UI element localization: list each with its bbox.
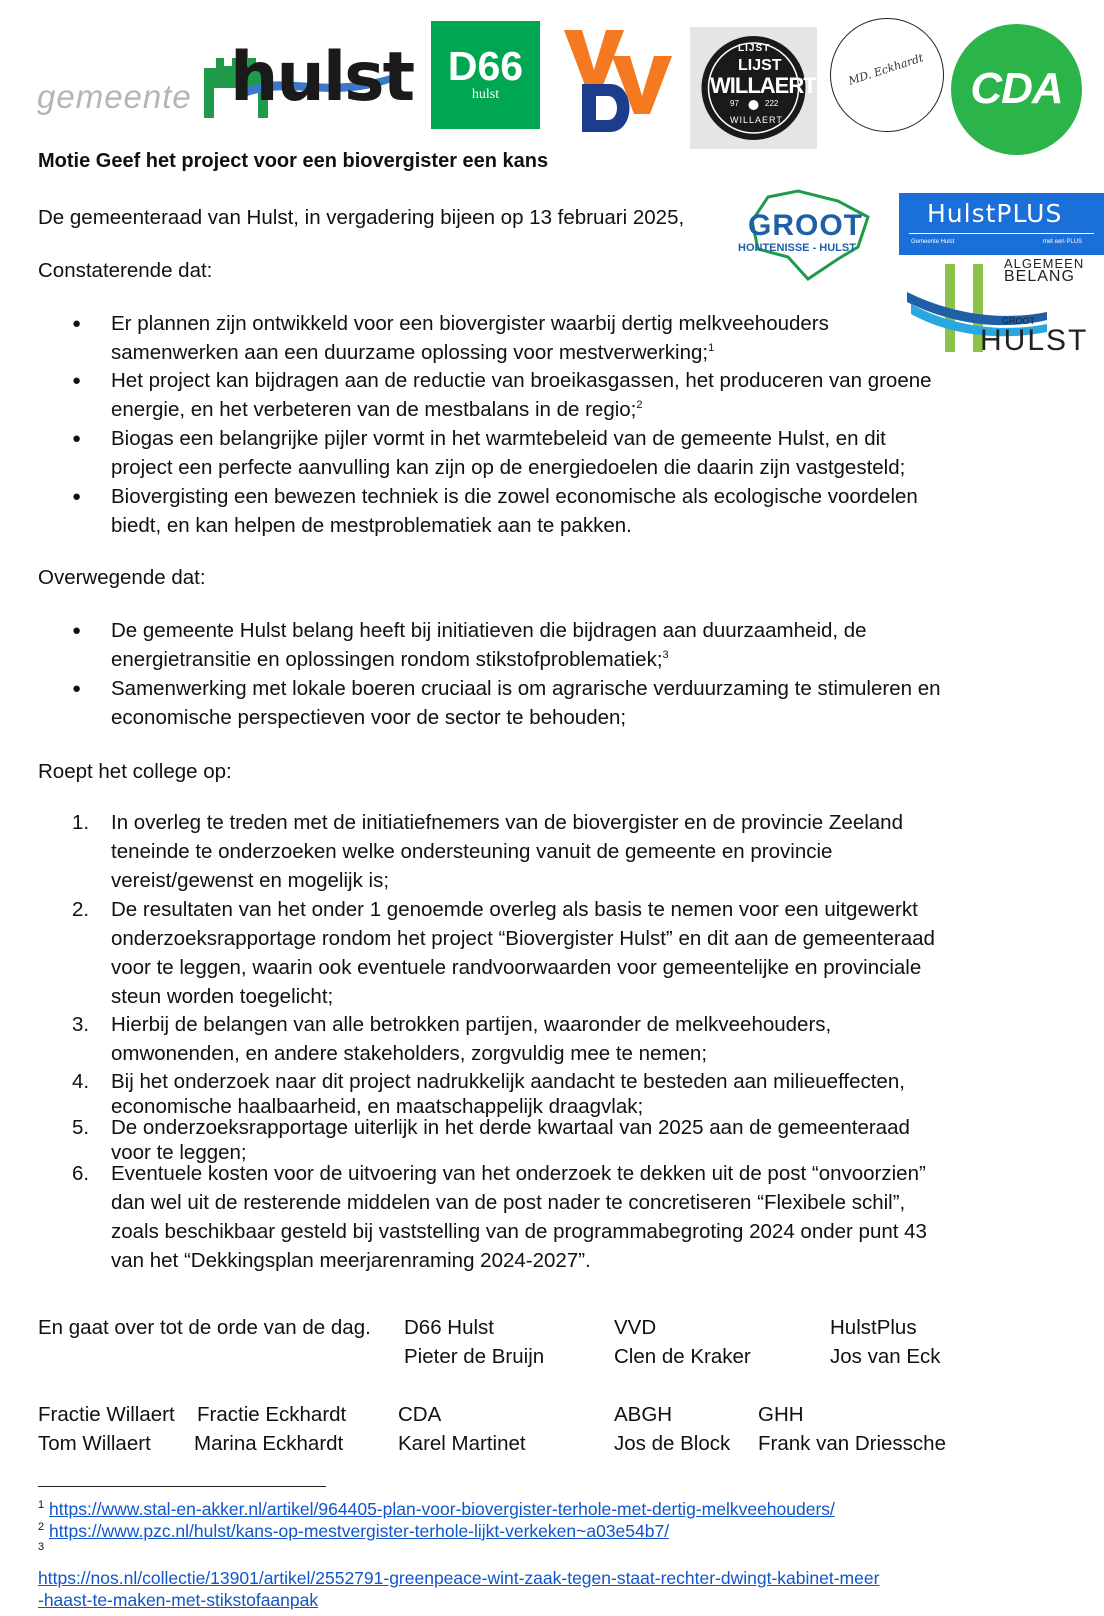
list-item-line: onderzoeksrapportage rondom het project “Biovergister Hulst” en dit aan de gemeenteraad <box>111 927 935 950</box>
footnote-number: 3 <box>38 1541 45 1554</box>
footnote-ref: 1 <box>708 342 715 355</box>
willaert-main-text: WILLAERT <box>710 73 816 98</box>
signatory-name: Marina Eckhardt <box>194 1432 344 1455</box>
eckhardt-signature: MD. Eckhardt <box>846 51 926 88</box>
bullet-icon: ● <box>72 622 82 639</box>
list-item-line: De resultaten van het onder 1 genoemde overleg als basis te nemen voor een uitgewerkt <box>111 898 918 921</box>
list-number: 6. <box>72 1162 90 1185</box>
cda-logo <box>951 24 1082 155</box>
constaterende-heading: Constaterende dat: <box>38 259 213 282</box>
bullet-icon: ● <box>72 430 82 447</box>
list-item-line <box>111 511 632 540</box>
list-item-line-text: economische perspectieven voor de sector te behouden; <box>111 706 627 729</box>
list-item-line: Eventuele kosten voor de uitvoering van het onderzoek te dekken uit de post “onvoorzien” <box>111 1162 926 1185</box>
list-item-line: voor te leggen; <box>111 1141 247 1164</box>
list-item-line <box>111 395 643 424</box>
d66-logo-sub: hulst <box>471 87 500 102</box>
list-item-line: Bij het onderzoek naar dit project nadrukkelijk aandacht te besteden aan milieueffecten, <box>111 1070 905 1093</box>
signatory-party: GHH <box>758 1403 804 1426</box>
footnote-number: 2 <box>38 1521 45 1534</box>
willaert-mid-left: 97 <box>730 99 739 108</box>
signatory-party: VVD <box>614 1316 657 1339</box>
signatory-party: ABGH <box>614 1403 673 1426</box>
signatory-party: Fractie Willaert <box>38 1403 175 1426</box>
list-item-line <box>111 338 714 367</box>
list-number: 4. <box>72 1070 90 1093</box>
overwegende-heading: Overwegende dat: <box>38 566 206 589</box>
list-number: 1. <box>72 811 90 834</box>
willaert-mid-right: 222 <box>765 99 779 108</box>
list-item-line: De gemeente Hulst belang heeft bij initiatieven die bijdragen aan duurzaamheid, de <box>111 619 867 642</box>
list-item-line: De onderzoeksrapportage uiterlijk in het derde kwartaal van 2025 aan de gemeenteraad <box>111 1116 910 1139</box>
footnote-link[interactable]: https://www.pzc.nl/hulst/kans-op-mestvergister-terhole-lijkt-verkeken~a03e54b7/ <box>49 1521 670 1541</box>
footnote-number: 1 <box>38 1499 45 1512</box>
list-item-line <box>111 703 626 732</box>
list-item-line-text: energietransitie en oplossingen rondom stikstofproblematiek; <box>111 648 663 671</box>
footnote-ref: 2 <box>636 399 643 412</box>
d66-logo <box>431 21 540 129</box>
footnote-separator <box>38 1486 326 1487</box>
groot-logo-text: GROOT <box>748 209 863 242</box>
signatory-name: Jos de Block <box>614 1432 731 1455</box>
footnote-link[interactable]: https://nos.nl/collectie/13901/artikel/2552791-greenpeace-wint-zaak-tegen-staat-rechter-dwingt-kabinet-meer <box>38 1568 880 1588</box>
ab-line4: HULST <box>980 324 1089 357</box>
signatory-name: Frank van Driessche <box>758 1432 946 1455</box>
signatory-party: Fractie Eckhardt <box>197 1403 347 1426</box>
willaert-top-text: LIJST <box>738 43 771 54</box>
closing-line: En gaat over tot de orde van de dag. <box>38 1316 371 1339</box>
footnote-link[interactable]: https://www.stal-en-akker.nl/artikel/964405-plan-voor-biovergister-terhole-met-dertig-melkveehouders/ <box>49 1499 835 1519</box>
signatory-name: Pieter de Bruijn <box>404 1345 545 1368</box>
hulstplus-sub-right: met een PLUS <box>1042 239 1082 245</box>
list-item-line: van het “Dekkingsplan meerjarenraming 2024-2027”. <box>111 1249 591 1272</box>
cda-logo-text: CDA <box>970 64 1063 113</box>
list-item-line-text: samenwerken aan een duurzame oplossing voor mestverwerking; <box>111 341 709 364</box>
list-item-line-text: project een perfecte aanvulling kan zijn op de energiedoelen die daarin zijn vastgesteld; <box>111 456 906 479</box>
groot-hontenisse-hulst-logo <box>738 187 898 287</box>
willaert-bottom-text: WILLAERT <box>730 115 783 125</box>
list-item-line <box>111 453 905 482</box>
bullet-icon: ● <box>72 488 82 505</box>
hulstplus-divider <box>909 233 1094 234</box>
list-item-line: zoals beschikbaar gesteld bij vaststelling van de programmabegroting 2024 onder punt 43 <box>111 1220 927 1243</box>
gemeente-logo-text: gemeente <box>37 78 192 115</box>
list-number: 3. <box>72 1013 90 1036</box>
lijst-willaert-logo <box>690 27 817 149</box>
eckhardt-logo <box>830 18 944 132</box>
list-item-line: Hierbij de belangen van alle betrokken partijen, waaronder de melkveehouders, <box>111 1013 832 1036</box>
algemeen-belang-groot-hulst-logo <box>907 256 1089 362</box>
list-item-line: Het project kan bijdragen aan de reductie van broeikasgassen, het produceren van groene <box>111 369 932 392</box>
intro-line: De gemeenteraad van Hulst, in vergadering bijeen op 13 februari 2025, <box>38 206 685 229</box>
list-item-line: Biovergisting een bewezen techniek is die zowel economische als ecologische voordelen <box>111 485 918 508</box>
list-number: 2. <box>72 898 90 921</box>
signatory-name: Tom Willaert <box>38 1432 151 1455</box>
list-item-line-text: biedt, en kan helpen de mestproblematiek aan te pakken. <box>111 514 632 537</box>
hulstplus-sub-left: Gemeente Hulst <box>911 239 955 245</box>
d66-logo-text: D66 <box>447 43 524 89</box>
footnote-ref: 3 <box>662 649 669 662</box>
signatory-name: Karel Martinet <box>398 1432 526 1455</box>
vvd-logo <box>560 26 680 136</box>
bullet-icon: ● <box>72 680 82 697</box>
willaert-lijst-text: LIJST <box>738 57 782 74</box>
groot-logo-sub: HONTENISSE - HULST <box>738 242 856 254</box>
list-item-line: teneinde te onderzoeken welke ondersteuning vanuit de gemeente en provincie <box>111 840 833 863</box>
list-item-line: Samenwerking met lokale boeren cruciaal is om agrarische verduurzaming te stimuleren en <box>111 677 941 700</box>
list-item-line: steun worden toegelicht; <box>111 985 334 1008</box>
roept-heading: Roept het college op: <box>38 760 232 783</box>
list-item-line: voor te leggen, waarin ook eventuele randvoorwaarden voor gemeentelijke en provinciale <box>111 956 922 979</box>
list-item-line <box>111 645 669 674</box>
hulst-logo-text: hulst <box>230 38 414 117</box>
footnote-link[interactable]: -haast-te-maken-met-stikstofaanpak <box>38 1590 319 1610</box>
signatory-name: Jos van Eck <box>830 1345 941 1368</box>
list-item-line: dan wel uit de resterende middelen van de post nader te concretiseren “Flexibele schil”, <box>111 1191 906 1214</box>
bullet-icon: ● <box>72 315 82 332</box>
hulstplus-logo-text: HulstPLUS <box>927 199 1063 228</box>
list-item-line: Biogas een belangrijke pijler vormt in het warmtebeleid van de gemeente Hulst, en dit <box>111 427 886 450</box>
signatory-party: HulstPlus <box>830 1316 917 1339</box>
list-number: 5. <box>72 1116 90 1139</box>
signatory-party: D66 Hulst <box>404 1316 495 1339</box>
list-item-line: vereist/gewenst en mogelijk is; <box>111 869 390 892</box>
bullet-icon: ● <box>72 372 82 389</box>
doc-title: Motie Geef het project voor een biovergister een kans <box>38 150 549 172</box>
list-item-line: economische haalbaarheid, en maatschappelijk draagvlak; <box>111 1095 644 1118</box>
signatory-name: Clen de Kraker <box>614 1345 751 1368</box>
ab-line3: GROOT <box>1002 316 1035 326</box>
signatory-party: CDA <box>398 1403 442 1426</box>
list-item-line: Er plannen zijn ontwikkeld voor een biovergister waarbij dertig melkveehouders <box>111 312 829 335</box>
ab-line2: BELANG <box>1004 268 1075 285</box>
ab-line1: ALGEMEEN <box>1004 256 1085 271</box>
list-item-line: In overleg te treden met de initiatiefnemers van de biovergister en de provincie Zeeland <box>111 811 903 834</box>
list-item-line: omwonenden, en andere stakeholders, zorgvuldig mee te nemen; <box>111 1042 708 1065</box>
list-item-line-text: energie, en het verbeteren van de mestbalans in de regio; <box>111 398 637 421</box>
hulstplus-logo <box>899 193 1104 255</box>
